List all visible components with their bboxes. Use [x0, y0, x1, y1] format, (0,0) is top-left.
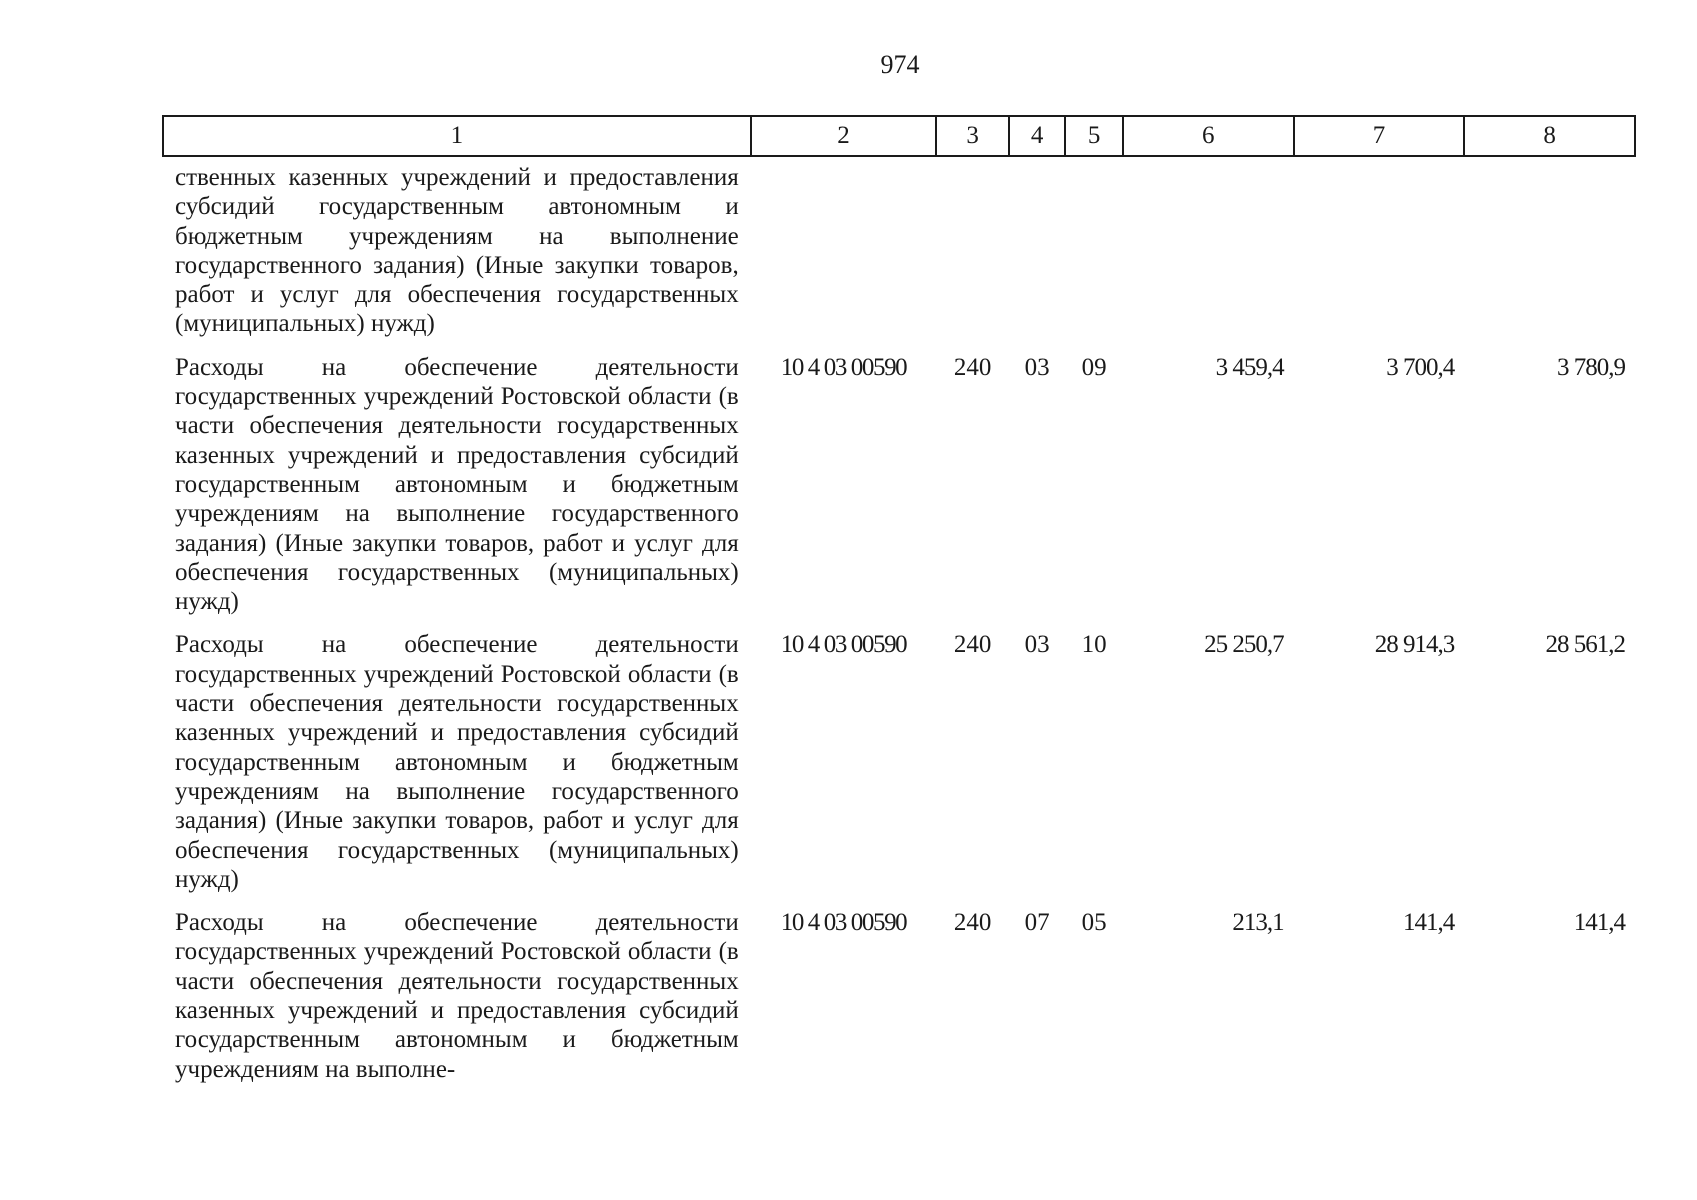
section-code	[1009, 156, 1066, 349]
column-header: 3	[936, 116, 1009, 156]
table-row	[163, 349, 1635, 627]
section-code: 07	[1024, 909, 1050, 937]
header-row	[163, 116, 1635, 156]
target-article-code: 10 4 03 00590	[780, 909, 907, 937]
column-header: 2	[751, 116, 937, 156]
amount-year-1	[1123, 156, 1294, 349]
amount-year-3: 141,4	[1573, 909, 1625, 937]
subsection-code: 09	[1081, 353, 1107, 381]
amount-year-3: 28 561,2	[1545, 631, 1625, 659]
expense-type-code: 240	[953, 631, 992, 659]
column-header: 1	[163, 116, 751, 156]
subsection-code: 10	[1081, 631, 1107, 659]
target-article-code	[751, 156, 937, 349]
subsection-code: 05	[1081, 909, 1107, 937]
expense-type-code: 240	[953, 353, 992, 381]
target-article-code: 10 4 03 00590	[780, 631, 907, 659]
amount-year-1: 213,1	[1232, 909, 1284, 937]
column-header: 7	[1294, 116, 1465, 156]
amount-year-2: 28 914,3	[1374, 631, 1455, 659]
row-description: Расходы на обеспечение деятельности государственных учреждений Ростовской области (в части обеспечения деятельности государственных казенных учреждений и предоставления субсидий государственным автономным и бюджетным учреждениям на выполне-	[175, 909, 739, 1083]
section-code: 03	[1024, 353, 1050, 381]
table-row	[163, 156, 1635, 349]
amount-year-2: 3 700,4	[1386, 353, 1455, 381]
amount-year-3: 3 780,9	[1557, 353, 1625, 381]
column-header: 6	[1123, 116, 1294, 156]
budget-table	[162, 115, 1636, 1094]
amount-year-2	[1294, 156, 1465, 349]
subsection-code	[1065, 156, 1123, 349]
amount-year-1: 3 459,4	[1215, 353, 1284, 381]
row-description: Расходы на обеспечение деятельности государственных учреждений Ростовской области (в части обеспечения деятельности государственных казенных учреждений и предоставления субсидий государственным автономным и бюджетным учреждениям на выполнение государственного задания) (Иные закупки товаров, работ и услуг для обеспечения государственных (муниципальных) нужд)	[175, 353, 739, 616]
expense-type-code	[936, 156, 1009, 349]
expense-type-code: 240	[953, 909, 992, 937]
row-description: ственных казенных учреждений и предоставления субсидий государственным автономным и бюджетным учреждениям на выполнение государственного задания) (Иные закупки товаров, работ и услуг для обеспечения государственных (муниципальных) нужд)	[175, 164, 739, 338]
amount-year-2: 141,4	[1403, 909, 1455, 937]
table-row	[163, 904, 1635, 1094]
column-header: 4	[1009, 116, 1066, 156]
amount-year-1: 25 250,7	[1204, 631, 1284, 659]
amount-year-3	[1464, 156, 1635, 349]
column-header: 8	[1464, 116, 1635, 156]
row-description: Расходы на обеспечение деятельности государственных учреждений Ростовской области (в части обеспечения деятельности государственных казенных учреждений и предоставления субсидий государственным автономным и бюджетным учреждениям на выполнение государственного задания) (Иные закупки товаров, работ и услуг для обеспечения государственных (муниципальных) нужд)	[175, 631, 739, 893]
target-article-code: 10 4 03 00590	[780, 353, 907, 381]
column-header: 5	[1065, 116, 1123, 156]
section-code: 03	[1024, 631, 1050, 659]
table-row	[163, 626, 1635, 904]
page-number: 974	[880, 50, 920, 79]
